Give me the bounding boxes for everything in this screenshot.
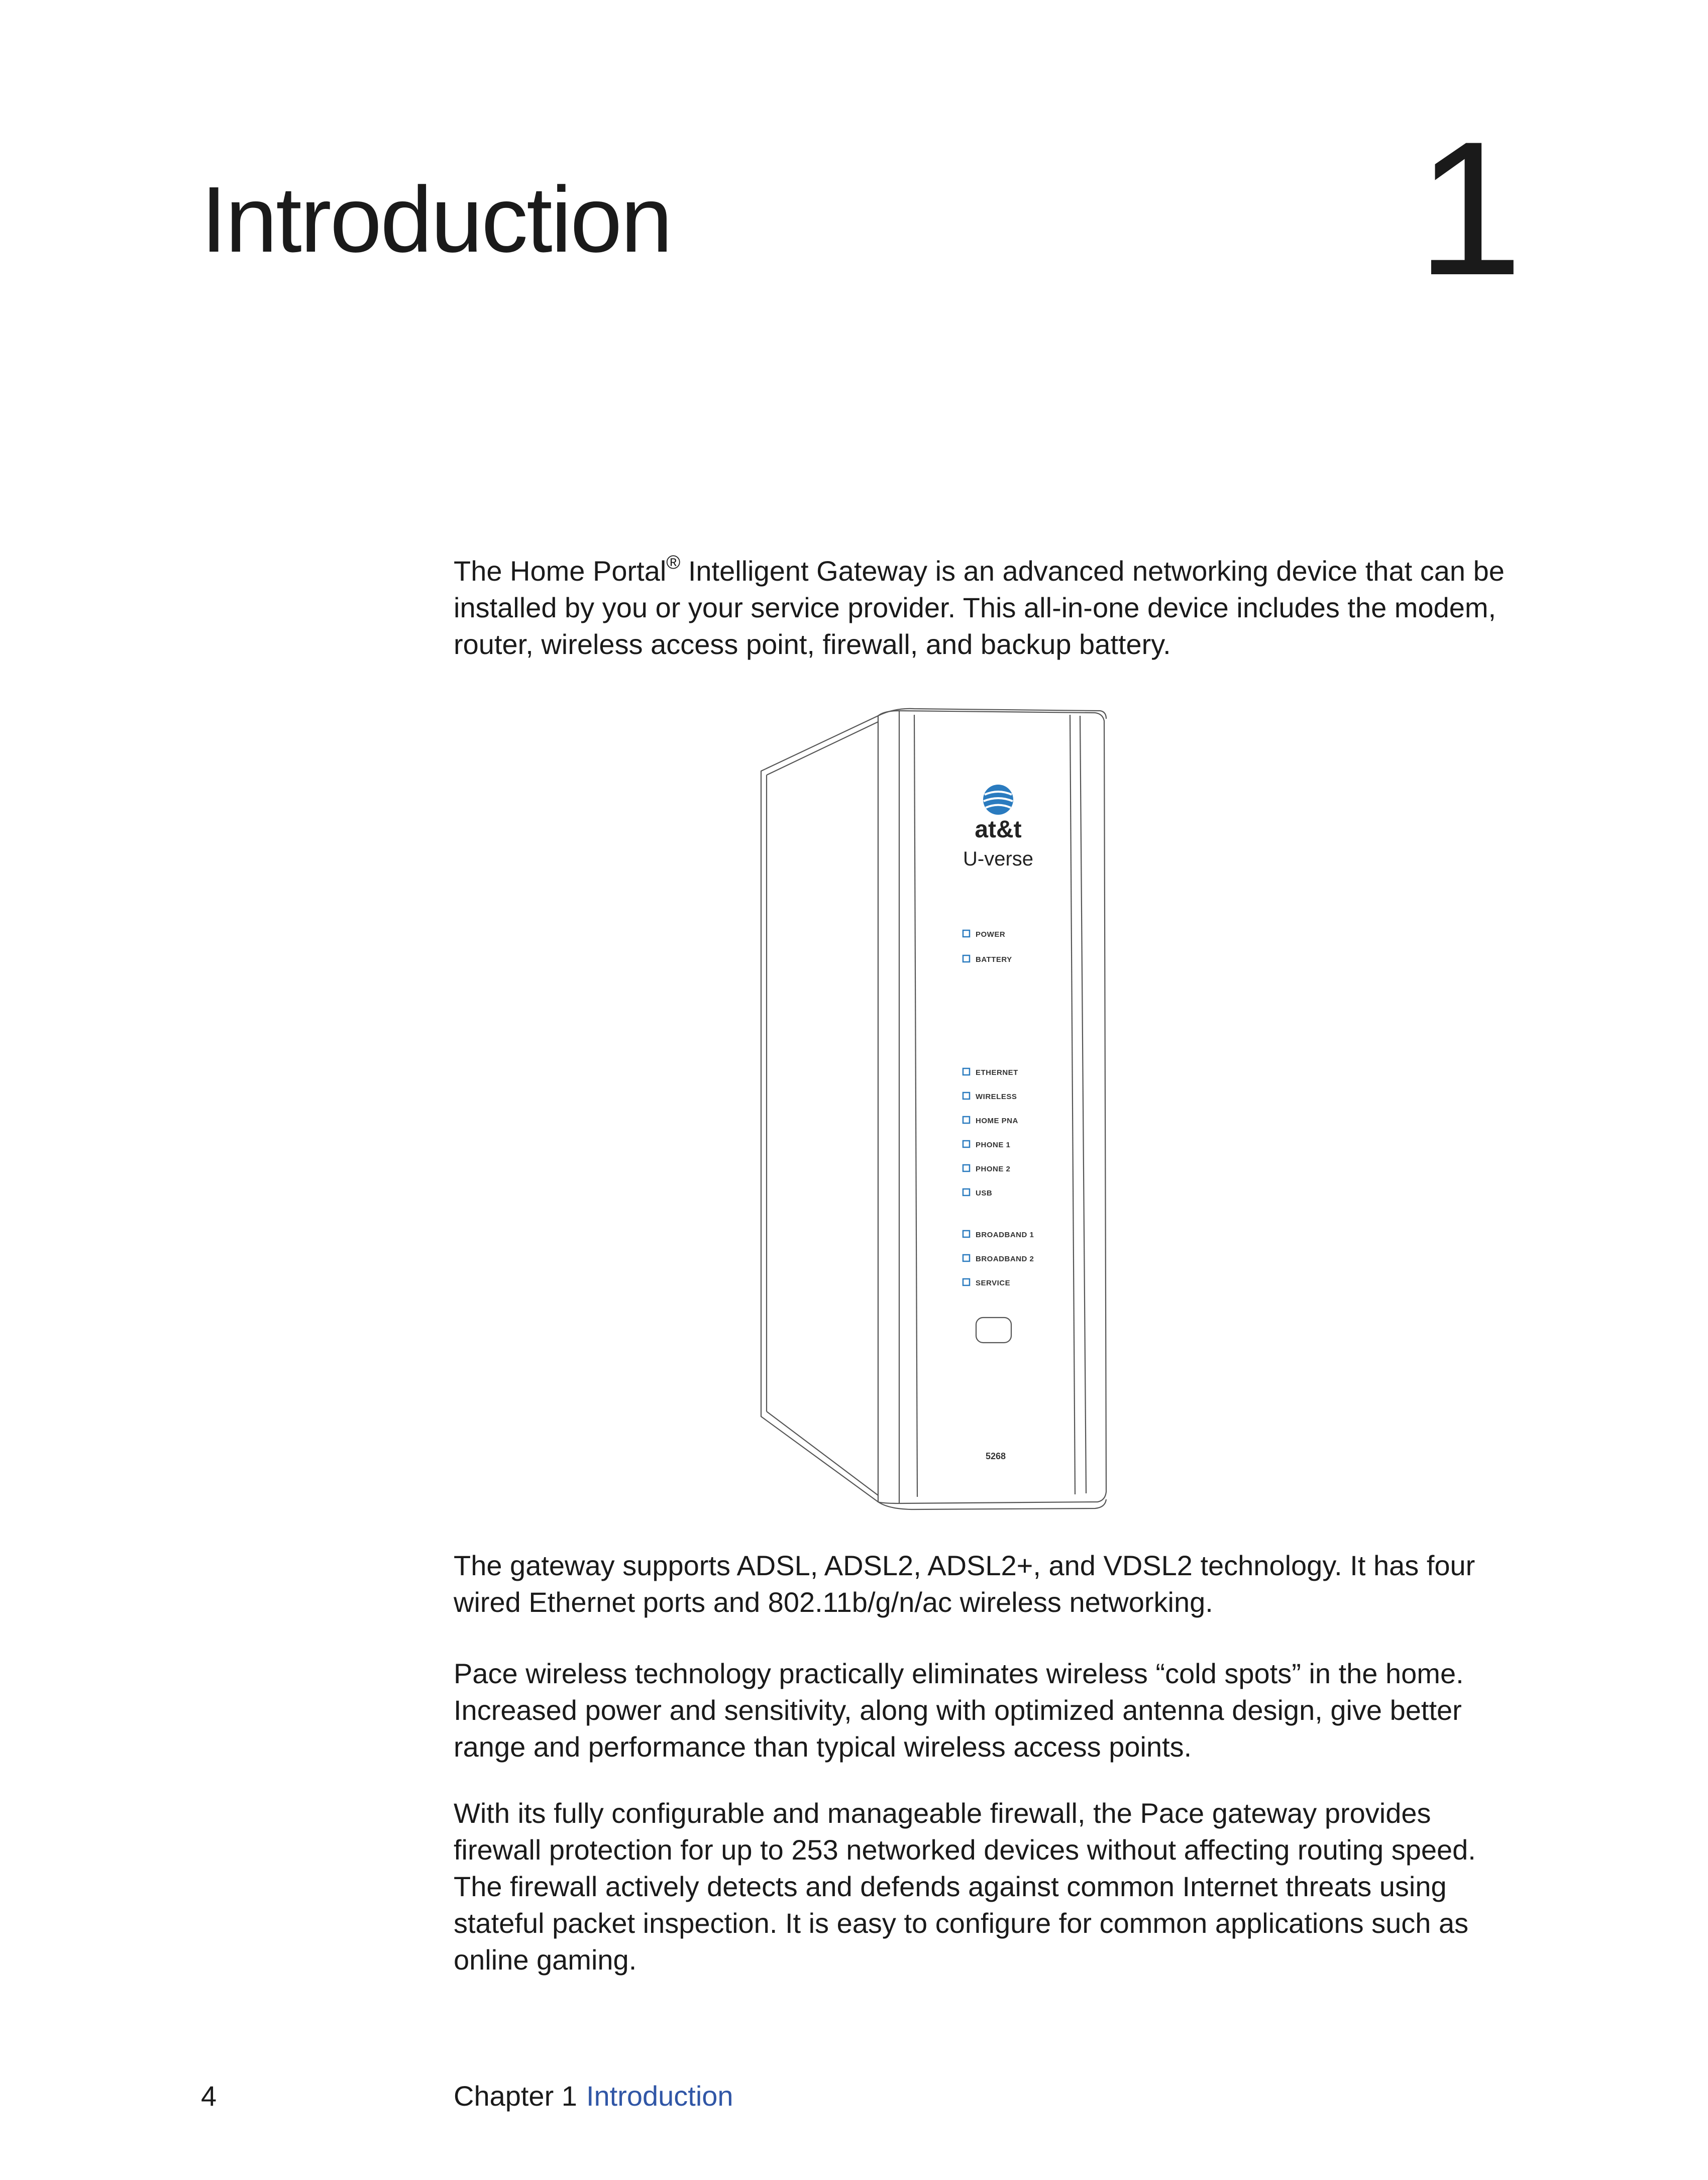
gateway-device-illustration xyxy=(749,706,1110,1512)
device-brand: at&t xyxy=(975,816,1022,843)
led-label-home-pna: HOME PNA xyxy=(976,1117,1018,1125)
att-globe-icon xyxy=(983,785,1013,815)
led-label-power: POWER xyxy=(976,930,1006,939)
intro-paragraph xyxy=(454,553,1524,663)
led-label-phone-1: PHONE 1 xyxy=(976,1141,1011,1149)
led-label-wireless: WIRELESS xyxy=(976,1093,1017,1101)
intro-text-rest: Intelligent Gateway is an advanced networking device that can be installed by you or your service provider. This all-in-one device includes the modem, router, wireless access point, firewall, and backup battery. xyxy=(454,555,1505,660)
led-label-usb: USB xyxy=(976,1189,993,1197)
chapter-number: 1 xyxy=(1417,101,1523,315)
footer-chapter-link[interactable]: Introduction xyxy=(586,2080,733,2112)
footer-chapter-label: Chapter 1 xyxy=(454,2080,577,2112)
led-label-broadband-2: BROADBAND 2 xyxy=(976,1255,1034,1263)
device-model-number: 5268 xyxy=(985,1451,1006,1461)
led-label-battery: BATTERY xyxy=(976,955,1012,964)
led-label-broadband-1: BROADBAND 1 xyxy=(976,1231,1034,1239)
technology-paragraph: The gateway supports ADSL, ADSL2, ADSL2+, and VDSL2 technology. It has four wired Ethernet ports and 802.11b/g/n/ac wireless networking. xyxy=(454,1550,1475,1618)
led-label-service: SERVICE xyxy=(976,1279,1011,1287)
registered-mark: ® xyxy=(666,552,681,574)
wireless-paragraph: Pace wireless technology practically eliminates wireless “cold spots” in the home. Increased power and sensitivity, along with optimized antenna design, give better range and performance than typical wireless access points. xyxy=(454,1658,1464,1763)
page-number: 4 xyxy=(201,2080,217,2112)
intro-text-start: The Home Portal xyxy=(454,555,667,587)
chapter-title: Introduction xyxy=(201,168,671,272)
footer-chapter xyxy=(454,2080,733,2112)
device-product: U-verse xyxy=(963,848,1034,870)
led-label-ethernet: ETHERNET xyxy=(976,1068,1018,1077)
firewall-paragraph: With its fully configurable and manageable firewall, the Pace gateway provides firewall protection for up to 253 networked devices without affecting routing speed. The firewall actively detects and defends against common Internet threats using stateful packet inspection. It is easy to configure for common applications such as online gaming. xyxy=(454,1797,1476,1976)
led-label-phone-2: PHONE 2 xyxy=(976,1165,1011,1173)
